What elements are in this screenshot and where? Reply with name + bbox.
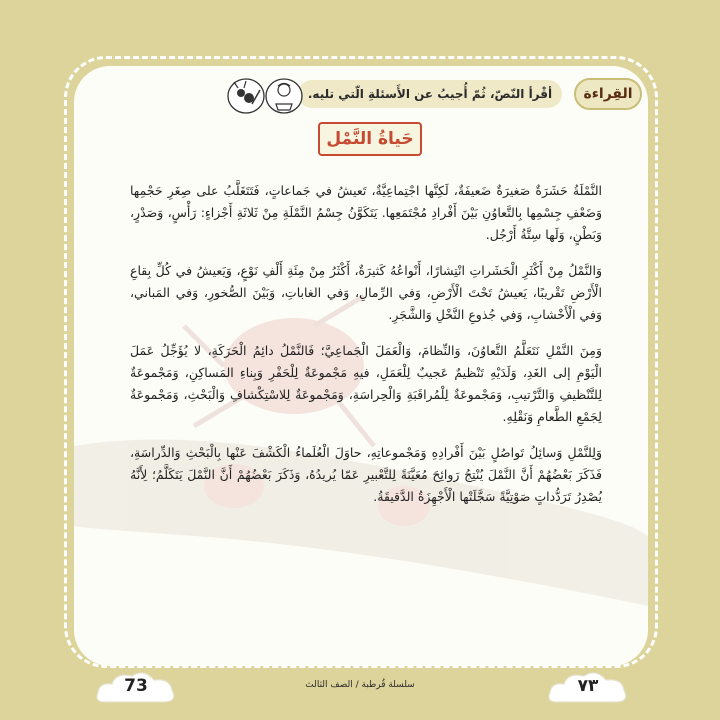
paragraph: وَالنَّمْلُ مِنْ أَكْثَرِ الْحَشَراتِ انْتِشارًا، أَنْواعُهُ كَثيرَةٌ، أَكْثَرُ مِنْ مِئَةِ أَلْفِ نَوْعٍ، وَيَعيشُ في كُلِّ بِقاعِ الْأَرْضِ تَقْريبًا، يَعيشُ تَحْتَ الْأَرْضِ، وَفي الرِّمالِ، وَفي الغاباتِ، وَبَيْنَ الصُّخورِ، وَفي المَباني، وَفي الْأَخْشابِ، وَفي جُذوعِ النَّخْلِ وَالشَّجَرِ. [130,263,602,322]
paragraph: النَّمْلَةُ حَشَرَةٌ صَغيرَةٌ ضَعيفَةٌ، لَكِنَّها اجْتِماعِيَّةٌ، تَعيشُ في جَماعاتٍ، فَتَتَغَلَّبُ على صِغَرِ حَجْمِها وَضَعْفِ جِسْمِها بِالتَّعاوُنِ بَيْنَ أَفْرادِ مُجْتَمَعِها. يَتَكَوَّنُ جِسْمُ النَّمْلَةِ مِنْ ثَلاثَةِ أَجْزاءٍ: رَأْسٍ، وَصَدْرٍ، وَبَطْنٍ، وَلَها سِتَّةُ أَرْجُل. [130,183,602,242]
paragraph: وَمِنَ النَّمْلِ نَتَعَلَّمُ التَّعاوُنَ، وَالنِّظامَ، وَالْعَمَلَ الْجَماعِيَّ؛ فَالنَّمْلُ دائِمُ الْحَرَكَةِ، لا يُؤَجِّلُ عَمَلَ الْيَوْمِ إلى الغَدِ، وَلَدَيْهِ تَنْظيمٌ عَجيبٌ لِلْعَمَلِ، فيهِ مَجْموعَةٌ لِلْحَفْرِ وَبِناءِ المَساكِنِ، وَمَجْموعَةٌ لِلتَّنْظيفِ وَالتَّرْتيبِ، وَمَجْموعَةٌ لِلْمُراقَبَةِ وَالْحِراسَةِ، وَمَجْموعَةٌ لِلاسْتِكْشافِ وَالْبَحْثِ، وَمَجْموعَةٌ لِجَمْعِ الطَّعامِ وَنَقْلِهِ. [130,343,602,424]
lesson-title: حَياةُ النَّمْل [326,129,414,149]
instruction-banner: أقْرأ النّصّ، ثُمّ أُجيبُ عن الأَسئلةِ الّتي تليه. [298,80,562,108]
paragraph: وَلِلنَّمْلِ وَسائِلُ تَواصُلٍ بَيْنَ أَفْرادِهِ وَمَجْموعاتِهِ، حاوَلَ الْعُلَماءُ الْكَشْفَ عَنْها بِالْبَحْثِ وَالدِّراسَةِ، فَذَكَرَ بَعْضُهُمْ أَنَّ النَّمْلَ يُنْتِجُ رَوائِحَ مُعَيَّنَةً لِلتَّعْبيرِ عَمّا يُريدُهُ، وَذَكَرَ بَعْضُهُمْ أَنَّ النَّمْلَ يَتَكَلَّمُ؛ لِأَنَّهُ يُصْدِرُ تَرَدُّداتٍ صَوْتِيَّةً سَجَّلَتْها الْأَجْهِزَةُ الدَّقيقَةُ. [130,445,602,504]
section-label: القِراءة [574,78,642,110]
page-number-left: 73 [124,676,148,696]
dashed-frame [64,56,658,668]
page-footer [0,660,720,720]
page-number-right: ٧٣ [577,676,599,696]
series-label: سلسلة قُرطبة / الصف الثالث [305,680,415,690]
